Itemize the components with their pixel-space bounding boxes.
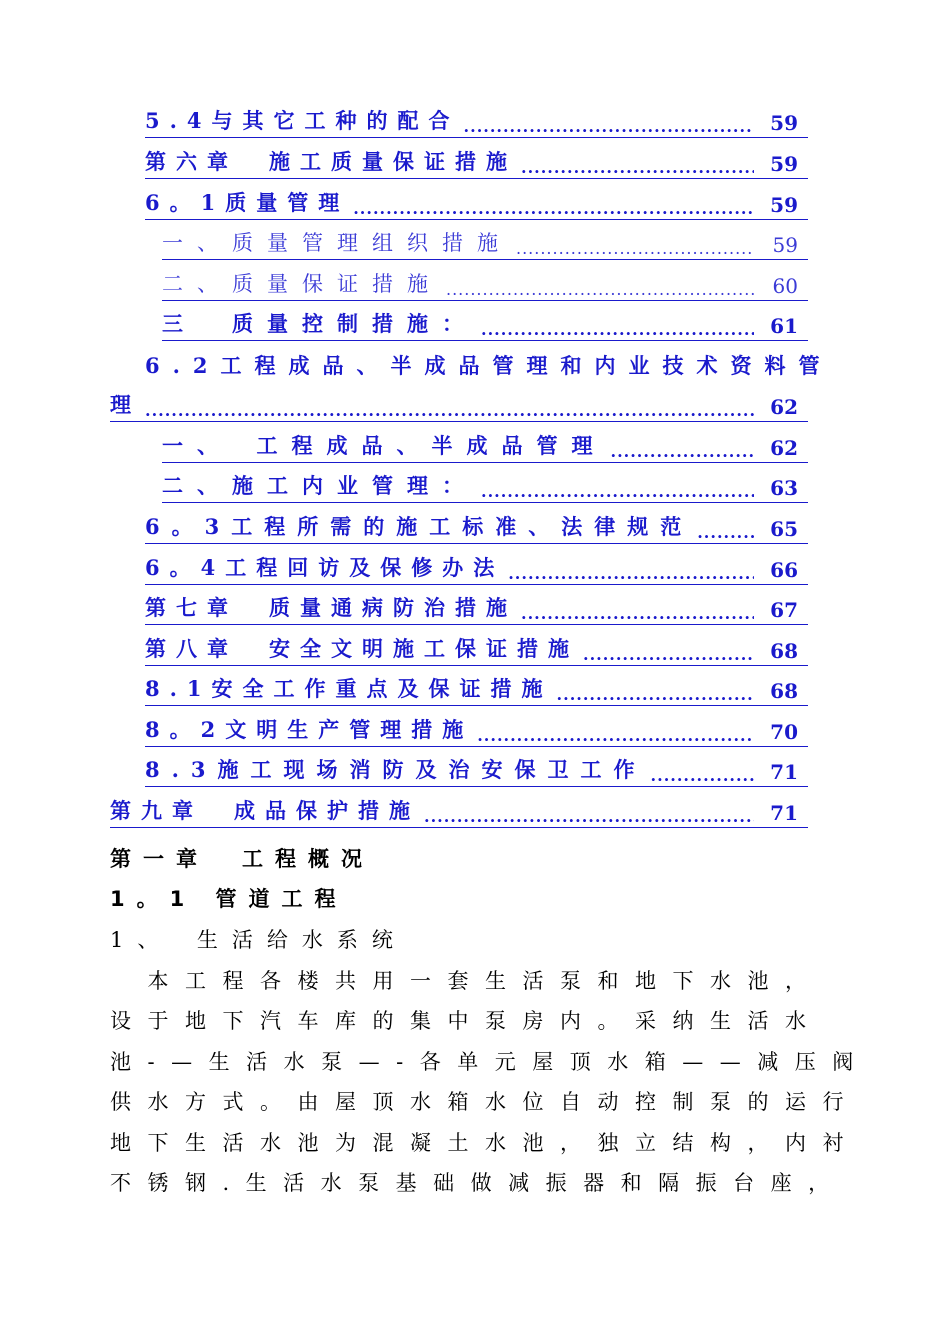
toc-page-number: 59 bbox=[772, 233, 798, 257]
toc-entry-title: 二、质量保证措施 bbox=[162, 272, 442, 296]
toc-leader-dots bbox=[464, 119, 754, 135]
toc-entry-6-1-2[interactable] bbox=[162, 271, 808, 301]
toc-entry-8-2[interactable] bbox=[145, 717, 808, 747]
toc-entry-8-3[interactable] bbox=[145, 757, 808, 787]
toc-entry-title: 8.1安全工作重点及保证措施 bbox=[145, 676, 553, 701]
toc-entry-title: 理 bbox=[110, 392, 141, 417]
toc-page-number: 61 bbox=[770, 314, 798, 338]
toc-leader-dots bbox=[446, 282, 754, 298]
paragraph-line: 池-—生活水泵—-各单元屋顶水箱——减压阀 bbox=[110, 1050, 870, 1074]
toc-entry-title: 5.4与其它工种的配合 bbox=[145, 108, 460, 133]
paragraph-line: 供水方式。由屋顶水箱水位自动控制泵的运行 bbox=[110, 1090, 860, 1114]
toc-leader-dots bbox=[145, 403, 754, 419]
toc-page-number: 66 bbox=[770, 558, 798, 582]
toc-entry-title: 6。4工程回访及保修办法 bbox=[145, 555, 505, 580]
paragraph-line: 不锈钢.生活水泵基础做减振器和隔振台座， bbox=[110, 1171, 846, 1195]
toc-leader-dots bbox=[424, 809, 754, 825]
toc-entry-6-1-1[interactable] bbox=[162, 230, 808, 260]
toc-leader-dots bbox=[521, 160, 754, 176]
toc-leader-dots bbox=[353, 201, 754, 217]
toc-entry-5-4[interactable] bbox=[145, 108, 808, 138]
toc-page-number: 59 bbox=[770, 152, 798, 176]
toc-leader-dots bbox=[651, 768, 754, 784]
toc-leader-dots bbox=[477, 728, 754, 744]
paragraph-line: 设于地下汽车库的集中泵房内。采纳生活水 bbox=[110, 1009, 823, 1033]
toc-leader-dots bbox=[521, 606, 754, 622]
toc-entry-title: 一、质量管理组织措施 bbox=[162, 231, 512, 255]
toc-page-number: 60 bbox=[772, 274, 798, 298]
toc-leader-dots bbox=[583, 647, 754, 663]
toc-page-number: 67 bbox=[770, 598, 798, 622]
toc-page-number: 68 bbox=[770, 639, 798, 663]
toc-entry-6-2-cont[interactable] bbox=[110, 392, 808, 422]
subsection-heading: 1、 生活给水系统 bbox=[110, 928, 407, 952]
toc-entry-title: 第八章 安全文明施工保证措施 bbox=[145, 636, 579, 661]
toc-leader-dots bbox=[557, 687, 754, 703]
toc-page-number: 68 bbox=[770, 679, 798, 703]
toc-entry-title: 8。2文明生产管理措施 bbox=[145, 717, 474, 742]
toc-entry-8-1[interactable] bbox=[145, 676, 808, 706]
toc-entry-title: 6。3工程所需的施工标准、法律规范 bbox=[145, 514, 694, 539]
toc-entry-6-4[interactable] bbox=[145, 555, 808, 585]
toc-entry-chapter-6[interactable] bbox=[145, 149, 808, 179]
toc-page-number: 71 bbox=[770, 801, 798, 825]
toc-page-number: 65 bbox=[770, 517, 798, 541]
toc-entry-title: 一、 工程成品、半成品管理 bbox=[162, 433, 607, 458]
toc-entry-title: 二、施工内业管理： bbox=[162, 473, 477, 498]
toc-leader-dots bbox=[508, 566, 754, 582]
toc-leader-dots bbox=[611, 444, 755, 460]
toc-entry-6-2-2[interactable] bbox=[162, 473, 808, 503]
toc-page-number: 62 bbox=[770, 395, 798, 419]
toc-entry-6-3[interactable] bbox=[145, 514, 808, 544]
toc-entry-chapter-7[interactable] bbox=[145, 595, 808, 625]
toc-page-number: 71 bbox=[770, 760, 798, 784]
section-heading: 1。1 管道工程 bbox=[110, 887, 348, 911]
toc-page-number: 59 bbox=[770, 193, 798, 217]
toc-entry-title: 8.3施工现场消防及治安保卫工作 bbox=[145, 757, 647, 782]
toc-entry-title: 6。1质量管理 bbox=[145, 190, 350, 215]
toc-entry-chapter-8[interactable] bbox=[145, 636, 808, 666]
toc-page-number: 63 bbox=[770, 476, 798, 500]
toc-entry-title: 6.2工程成品、半成品管理和内业技术资料管 bbox=[145, 353, 833, 378]
toc-entry-title: 第七章 质量通病防治措施 bbox=[145, 595, 517, 620]
toc-entry-title: 第九章 成品保护措施 bbox=[110, 798, 420, 823]
toc-page-number: 59 bbox=[770, 111, 798, 135]
toc-leader-dots bbox=[697, 525, 754, 541]
toc-page-number: 62 bbox=[770, 436, 798, 460]
chapter-heading: 第一章 工程概况 bbox=[110, 846, 374, 871]
toc-entry-chapter-9[interactable] bbox=[110, 798, 808, 828]
toc-entry-6-1[interactable] bbox=[145, 190, 808, 220]
toc-entry-6-2[interactable] bbox=[145, 352, 833, 382]
paragraph-line: 本工程各楼共用一套生活泵和地下水池， bbox=[110, 969, 823, 993]
toc-leader-dots bbox=[516, 241, 754, 257]
toc-entry-title: 三 质量控制措施： bbox=[162, 311, 477, 336]
toc-entry-title: 第六章 施工质量保证措施 bbox=[145, 149, 517, 174]
toc-leader-dots bbox=[481, 322, 754, 338]
toc-entry-6-1-3[interactable] bbox=[162, 311, 808, 341]
toc-page-number: 70 bbox=[770, 720, 798, 744]
paragraph-line: 地下生活水池为混凝土水池，独立结构，内衬 bbox=[110, 1131, 860, 1155]
toc-entry-6-2-1[interactable] bbox=[162, 433, 808, 463]
toc-leader-dots bbox=[481, 484, 754, 500]
